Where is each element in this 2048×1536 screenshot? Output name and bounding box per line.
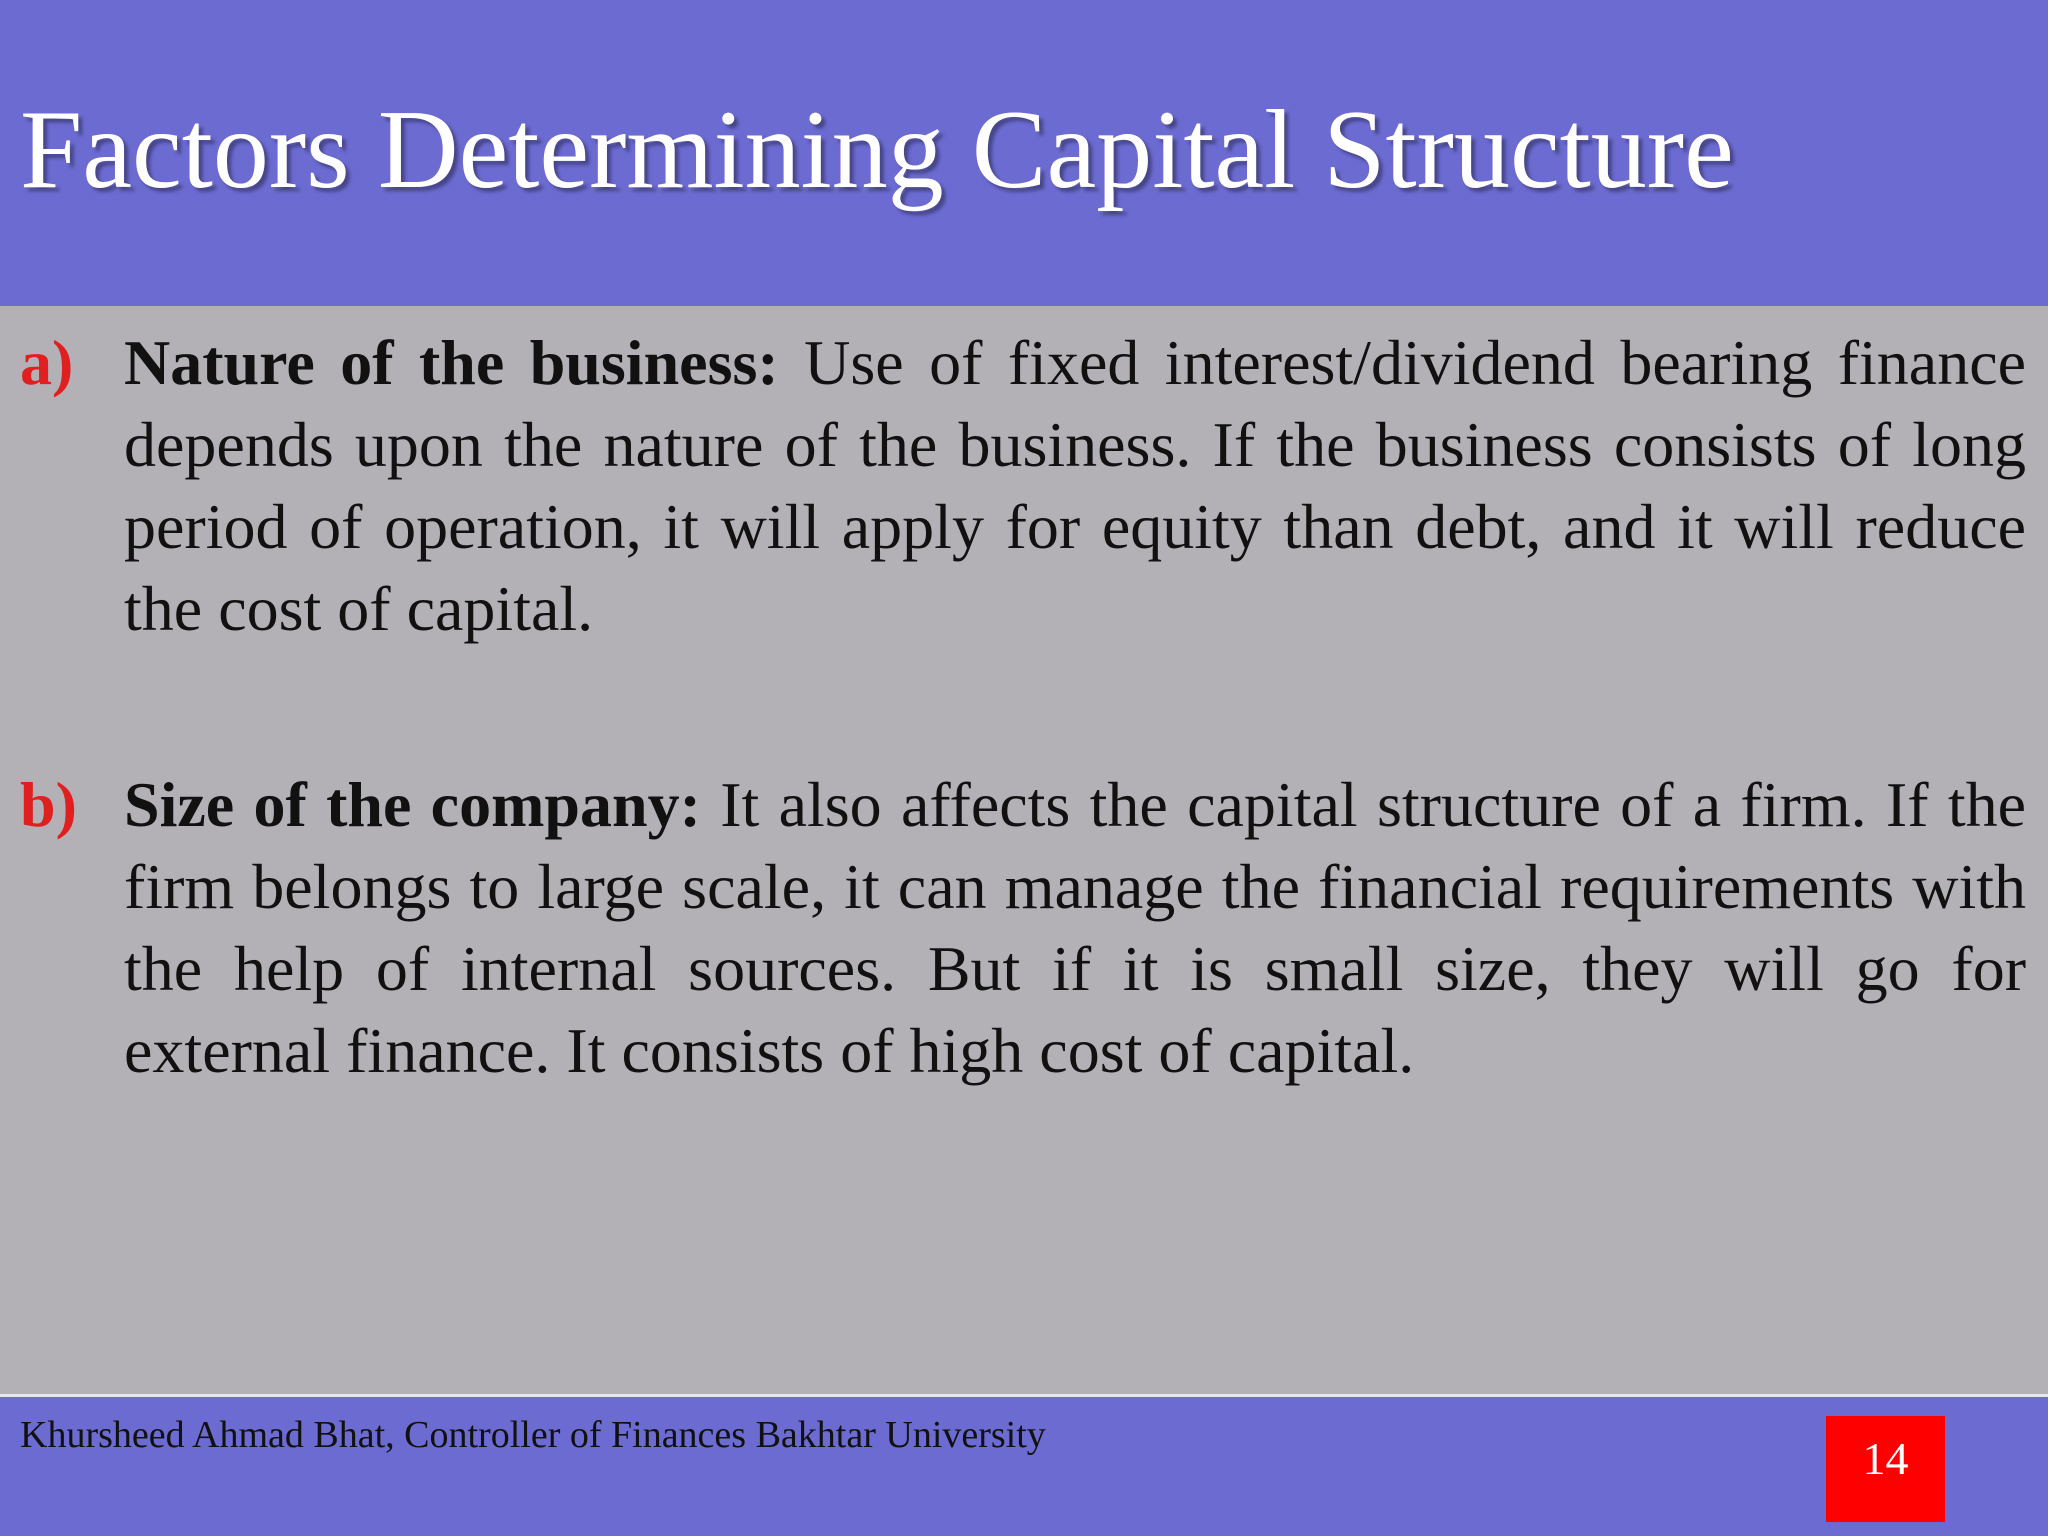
list-item-body: It also affects the capital structure of a firm. If the firm belongs to large scale, it can manage the financial requirements with the help of internal sources. But if it is small size, they will go for external finance. It consists of high cost of capital.	[124, 769, 2027, 1086]
footer-author: Khursheed Ahmad Bhat, Controller of Finances Bakhtar University	[20, 1414, 1046, 1456]
list-item-body: Use of fixed interest/dividend bearing finance depends upon the nature of the business. If the business consists of long period of operation, it will apply for equity than debt, and it will reduce the cost of capital.	[124, 327, 2027, 644]
list-item-text	[124, 764, 2026, 1092]
list-item-text	[124, 322, 2026, 650]
list-item-label: Size of the company:	[124, 769, 701, 840]
header-band	[0, 0, 2048, 306]
list-marker: a)	[20, 327, 74, 398]
list-marker: b)	[20, 769, 77, 840]
list-item-label: Nature of the business:	[124, 327, 779, 398]
footer-band	[0, 1397, 2048, 1536]
page-number-badge: 14	[1826, 1416, 1945, 1522]
slide-title: Factors Determining Capital Structure	[20, 88, 1734, 212]
